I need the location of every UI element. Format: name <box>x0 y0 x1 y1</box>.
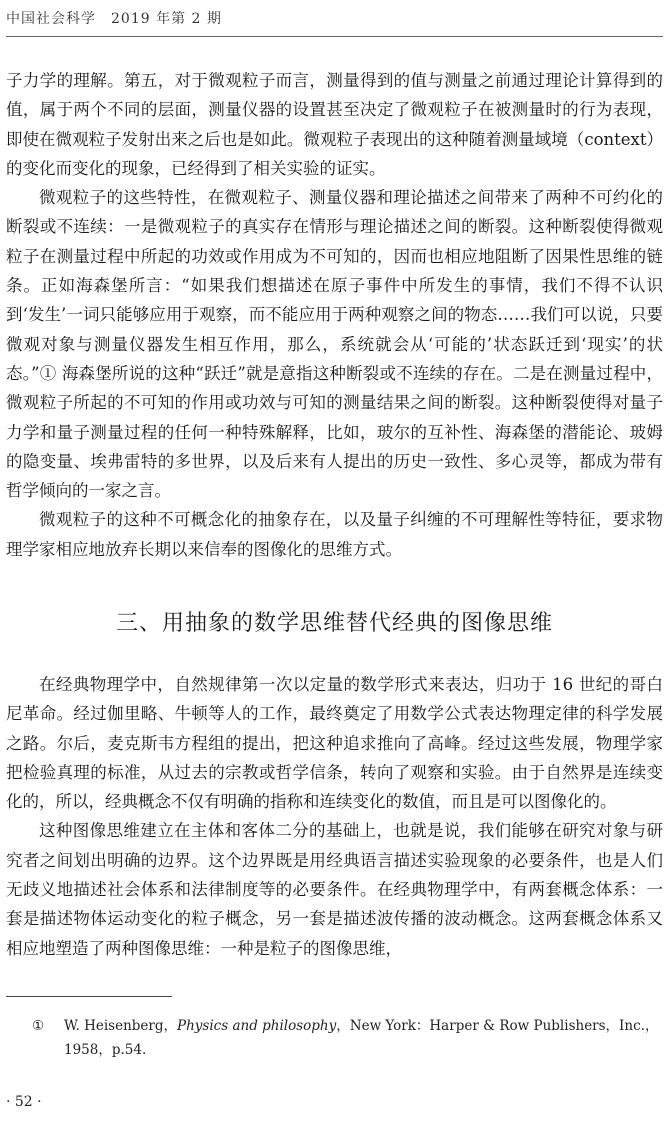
footnote-mark: ① <box>32 1018 45 1034</box>
paragraph: 子力学的理解。第五，对于微观粒子而言，测量得到的值与测量之前通过理论计算得到的值，属于两个不同的层面，测量仪器的设置甚至决定了微观粒子在被测量时的行为表现，即使在微观粒子发射出来之后也是如此。微观粒子表现出的这种随着测量域境（context）的变化而变化的现象，已经得到了相关实验的证实。 <box>6 71 663 178</box>
paragraph: 微观粒子的这些特性，在微观粒子、测量仪器和理论描述之间带来了两种不可约化的断裂或不连续：一是微观粒子的真实存在情形与理论描述之间的断裂。这种断裂使得微观粒子在测量过程中所起的功效或作用成为不可知的，因而也相应地阻断了因果性思维的链条。正如海森堡所言：“如果我们想描述在原子事件中所发生的事情，我们不得不认识到‘发生’一词只能够应用于观察，而不能应用于两种观察之间的物态……我们可以说，只要微观对象与测量仪器发生相互作用，那么，系统就会从‘可能的’状态跃迁到‘现实’的状态。”① 海森堡所说的这种“跃迁”就是意指这种断裂或不连续的存在。二是在测量过程中，微观粒子所起的不可知的作用或功效与可知的测量结果之间的断裂。这种断裂使得对量子力学和量子测量过程的任何一种特殊解释，比如，玻尔的互补性、海森堡的潜能论、玻姆的隐变量、埃弗雷特的多世界，以及后来有人提出的历史一致性、多心灵等，都成为带有哲学倾向的一家之言。 <box>6 188 663 501</box>
paragraph: 在经典物理学中，自然规律第一次以定量的数学形式来表达，归功于 16 世纪的哥白尼革命。经过伽里略、牛顿等人的工作，最终奠定了用数学公式表达物理定律的科学发展之路。尔后，麦克斯韦方程组的提出，把这种追求推向了高峰。经过这些发展，物理学家把检验真理的标准，从过去的宗教或哲学信条，转向了观察和实验。由于自然界是连续变化的，所以，经典概念不仅有明确的指称和连续变化的数值，而且是可以图像化的。 <box>6 675 663 812</box>
footnote-author: W. Heisenberg， <box>64 1018 178 1034</box>
page-number: · 52 · <box>6 1094 42 1110</box>
footnote <box>32 1014 663 1062</box>
footnote-title: Physics and philosophy <box>177 1018 337 1034</box>
paragraph: 这种图像思维建立在主体和客体二分的基础上，也就是说，我们能够在研究对象与研究者之间划出明确的边界。这个边界既是用经典语言描述实验现象的必要条件，也是人们无歧义地描述社会体系和法律制度等的必要条件。在经典物理学中，有两套概念体系：一套是描述物体运动变化的粒子概念，另一套是描述波传播的波动概念。这两套概念体系又相应地塑造了两种图像思维：一种是粒子的图像思维， <box>6 821 663 958</box>
footnote-citation <box>64 1014 663 1062</box>
footnote-rule <box>6 996 172 997</box>
footnote-publication: ，New York：Harper & Row Publishers，Inc.，1958，p.54. <box>64 1018 659 1058</box>
running-head: 中国社会科学 2019 年第 2 期 <box>6 8 663 37</box>
section-body-text <box>6 670 663 963</box>
body-text <box>6 66 663 564</box>
section-heading: 三、用抽象的数学思维替代经典的图像思维 <box>115 611 553 636</box>
paragraph: 微观粒子的这种不可概念化的抽象存在，以及量子纠缠的不可理解性等特征，要求物理学家相应地放弃长期以来信奉的图像化的思维方式。 <box>6 510 663 559</box>
